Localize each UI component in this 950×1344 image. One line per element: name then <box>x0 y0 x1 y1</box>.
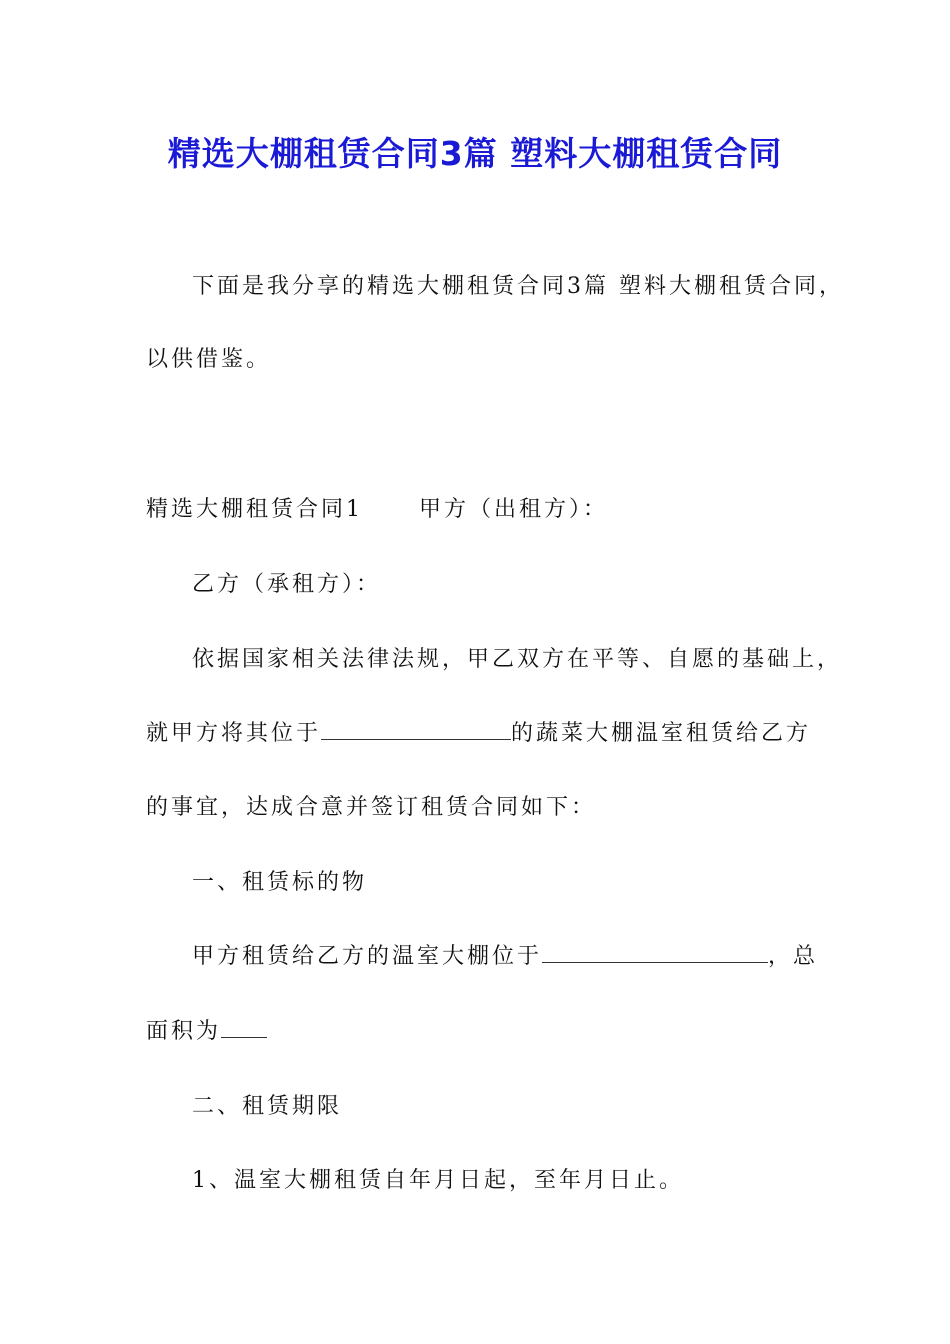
paragraph-1-line-1: 依据国家相关法律法规，甲乙双方在平等、自愿的基础上， <box>192 647 843 672</box>
clause-1-line-1 <box>192 942 818 972</box>
section-heading: 精选大棚租赁合同1 <box>146 497 363 522</box>
area-blank <box>221 1017 267 1038</box>
intro-line-1: 下面是我分享的精选大棚租赁合同3篇 塑料大棚租赁合同， <box>192 274 844 299</box>
clause-1-line-1-post: ，总 <box>768 944 819 969</box>
party-b-label: 乙方（承租方）： <box>192 572 382 597</box>
document-title: 精选大棚租赁合同3篇 塑料大棚租赁合同 <box>167 134 783 173</box>
greenhouse-location-blank <box>542 942 768 963</box>
paragraph-1-line-2-pre: 就甲方将其位于 <box>146 721 322 746</box>
paragraph-1-line-2 <box>146 719 811 749</box>
paragraph-1-line-3: 的事宜，达成合意并签订租赁合同如下： <box>146 795 597 820</box>
paragraph-1-line-2-post: 的蔬菜大棚温室租赁给乙方 <box>511 721 812 746</box>
clause-2-item-1: 1、温室大棚租赁自年月日起，至年月日止。 <box>192 1168 684 1193</box>
clause-2-heading: 二、租赁期限 <box>192 1094 343 1119</box>
section-heading-row <box>146 495 608 525</box>
clause-1-line-2-pre: 面积为 <box>146 1019 222 1044</box>
clause-1-line-2 <box>146 1017 267 1047</box>
intro-line-2: 以供借鉴。 <box>146 347 272 372</box>
clause-1-heading: 一、租赁标的物 <box>192 870 368 895</box>
clause-1-line-1-pre: 甲方租赁给乙方的温室大棚位于 <box>192 944 543 969</box>
party-a-label: 甲方（出租方）： <box>419 497 609 522</box>
location-blank <box>321 719 511 740</box>
